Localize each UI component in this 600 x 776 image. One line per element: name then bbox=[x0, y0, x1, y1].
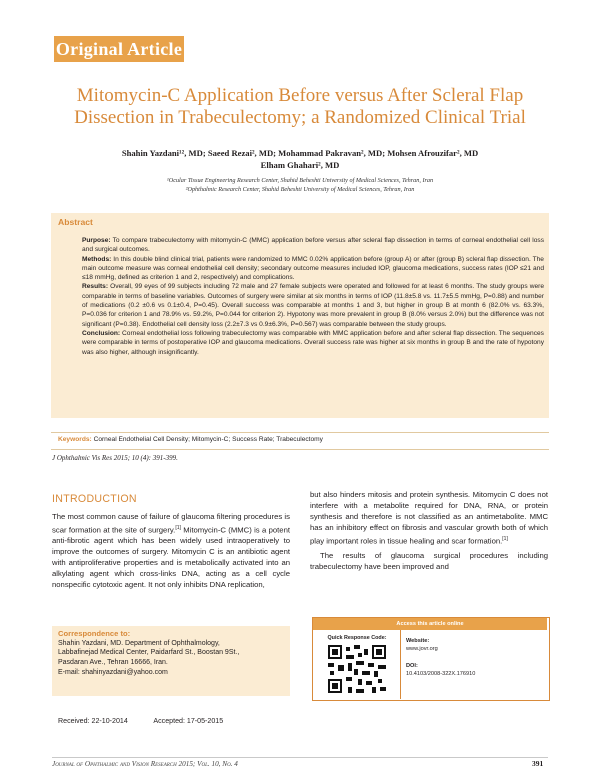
affiliation-1: ¹Ocular Tissue Engineering Research Center, Shahid Beheshti University of Medical Sciences, Tehran, Iran bbox=[166, 177, 434, 184]
reference-1[interactable]: [1] bbox=[175, 524, 181, 531]
received-date: Received: 22-10-2014 bbox=[58, 717, 128, 725]
doi-label: DOI: bbox=[406, 663, 418, 670]
keywords-label: Keywords: bbox=[58, 436, 92, 443]
abstract-heading: Abstract bbox=[58, 217, 93, 227]
keywords-divider-bottom bbox=[51, 449, 549, 450]
keywords-divider-top bbox=[51, 432, 549, 433]
journal-footer: Journal of Ophthalmic and Vision Research 2015; Vol. 10, No. 4 bbox=[52, 760, 238, 768]
access-divider bbox=[400, 630, 401, 699]
results-label: Results: bbox=[82, 283, 109, 291]
author-line-1: Shahin Yazdani¹², MD; Saeed Rezai², MD; Mohammad Pakravan², MD; Mohsen Afrouzifar², MD bbox=[121, 148, 479, 158]
purpose-label: Purpose: bbox=[82, 237, 111, 244]
affiliation-2: ²Ophthalmic Research Center, Shahid Beheshti University of Medical Sciences, Tehran, Iran bbox=[185, 186, 415, 193]
article-type-banner: Original Article bbox=[54, 36, 184, 62]
abstract-results bbox=[82, 282, 544, 328]
purpose-text: To compare trabeculectomy with mitomycin-C (MMC) application before versus after scleral flap dissection in terms of corneal endothelial cell loss and surgical outcomes. bbox=[82, 237, 544, 254]
conclusion-label: Conclusion: bbox=[82, 329, 121, 337]
intro-text-3: but also hinders mitosis and protein synthesis. Mitomycin C does not interfere with a metabolite required for DNA, RNA, or protein synthesis and therefore is not classified as an antimetabolite. MMC has an inhibitory effect on fibrosis and vascular growth both of which play important roles in tissue healing and scar formation. bbox=[310, 490, 548, 546]
results-text: Overall, 99 eyes of 99 subjects including 72 male and 27 female subjects were operated and followed for at least 6 months. The study groups were comparable in terms of baseline variables. Outcomes of surgery were similar at six months in terms of IOP (11.8±5.8 vs. 11.7±5.5 mmHg, P=0.88) and number of medications (0.2 ±0.6 vs 0.1±0.4, P=0.45). Overall success was comparable at months 1 and 3, but higher in group B at month 6 (82.0% vs. 63.3%, P=0.036 for criterion 1 and 78.9% vs. 59.2%, P=0.044 for criterion 2). Hypotony was more prevalent in group B (8.0% versus 2.0%) but the difference was not significant (P=0.38). Endothelial cell density loss (2.2±7.3 vs 0.9±6.3%, P=0.567) was comparable between the study groups. bbox=[82, 283, 544, 328]
page-number: 391 bbox=[532, 759, 544, 768]
keywords-text: Corneal Endothelial Cell Density; Mitomycin-C; Success Rate; Trabeculectomy bbox=[93, 436, 323, 443]
abstract-purpose bbox=[82, 236, 544, 255]
affiliations bbox=[40, 176, 560, 194]
author-list bbox=[40, 147, 560, 171]
intro-left-column bbox=[52, 512, 290, 591]
author-line-2: Elham Ghahari², MD bbox=[260, 160, 340, 170]
intro-text-1: The most common cause of failure of glaucoma filtering procedures is scar formation at the site of surgery. bbox=[52, 512, 290, 535]
doi-link[interactable]: 10.4103/2008-322X.176910 bbox=[406, 670, 476, 677]
keywords bbox=[58, 436, 548, 443]
reference-2[interactable]: [1] bbox=[502, 535, 508, 542]
article-dates bbox=[58, 717, 223, 725]
correspondence bbox=[58, 629, 286, 678]
introduction-heading: INTRODUCTION bbox=[52, 493, 137, 505]
intro-paragraph-3: The results of glaucoma surgical procedures including trabeculectomy have been improved and bbox=[310, 551, 548, 571]
journal-citation: J Ophthalmic Vis Res 2015; 10 (4): 391-399. bbox=[52, 454, 178, 462]
abstract-methods bbox=[82, 255, 544, 283]
correspondence-heading: Correspondence to: bbox=[58, 629, 131, 638]
abstract-body bbox=[82, 236, 544, 357]
article-title: Mitomycin-C Application Before versus After Scleral Flap Dissection in Trabeculectomy; a Randomized Clinical Trial bbox=[74, 85, 526, 128]
website-link[interactable]: www.jovr.org bbox=[406, 645, 438, 652]
intro-right-column bbox=[310, 490, 548, 573]
correspondence-line-1: Shahin Yazdani, MD. Department of Ophthalmology, bbox=[58, 639, 220, 647]
access-heading: Access this article online bbox=[313, 618, 547, 630]
qr-label: Quick Response Code: bbox=[327, 635, 387, 641]
conclusion-text: Corneal endothelial loss following trabeculectomy was comparable with MMC application before and after scleral flap dissection. The sequences were comparable in terms of postoperative IOP and glaucoma medications. Overall success rate was higher at six months in group B and the rate of hypotony was also higher, although insignificantly. bbox=[82, 329, 544, 356]
intro-paragraph-1 bbox=[52, 512, 290, 591]
correspondence-email[interactable]: E-mail: shahinyazdani@yahoo.com bbox=[58, 668, 168, 676]
website-label: Website: bbox=[406, 638, 430, 644]
intro-text-2: Mitomycin-C (MMC) is a potent anti-fibrotic agent which has been widely used intraoperatively to improve the outcomes of surgery. Mitomycin C is an antibiotic agent with antiproliferative properties and is metabolically activated into an alkylating agent which cross-links DNA, acting as a cell cycle nonspecific cytotoxic agent. It not only inhibits DNA replication, bbox=[52, 525, 290, 589]
intro-paragraph-2 bbox=[310, 490, 548, 547]
accepted-date: Accepted: 17-05-2015 bbox=[153, 717, 224, 725]
methods-text: In this double blind clinical trial, patients were randomized to MMC 0.02% application before (group A) or after (group B) scleral flap dissection. The main outcome measure was corneal endothelial cell density; secondary outcome measures included IOP, glaucoma medications, success rates (IOP ≤21 and ≤18 mmHg, defined as criterion 1 and 2, respectively) and complications. bbox=[82, 255, 544, 282]
qr-code-icon[interactable] bbox=[328, 645, 386, 693]
methods-label: Methods: bbox=[82, 255, 112, 263]
access-details bbox=[406, 638, 475, 678]
footer-divider bbox=[52, 757, 548, 758]
correspondence-line-2: Labbafinejad Medical Center, Paidarfard St., Boostan 9St., bbox=[58, 649, 240, 657]
correspondence-line-3: Pasdaran Ave., Tehran 16666, Iran. bbox=[58, 659, 168, 667]
abstract-conclusion bbox=[82, 329, 544, 357]
